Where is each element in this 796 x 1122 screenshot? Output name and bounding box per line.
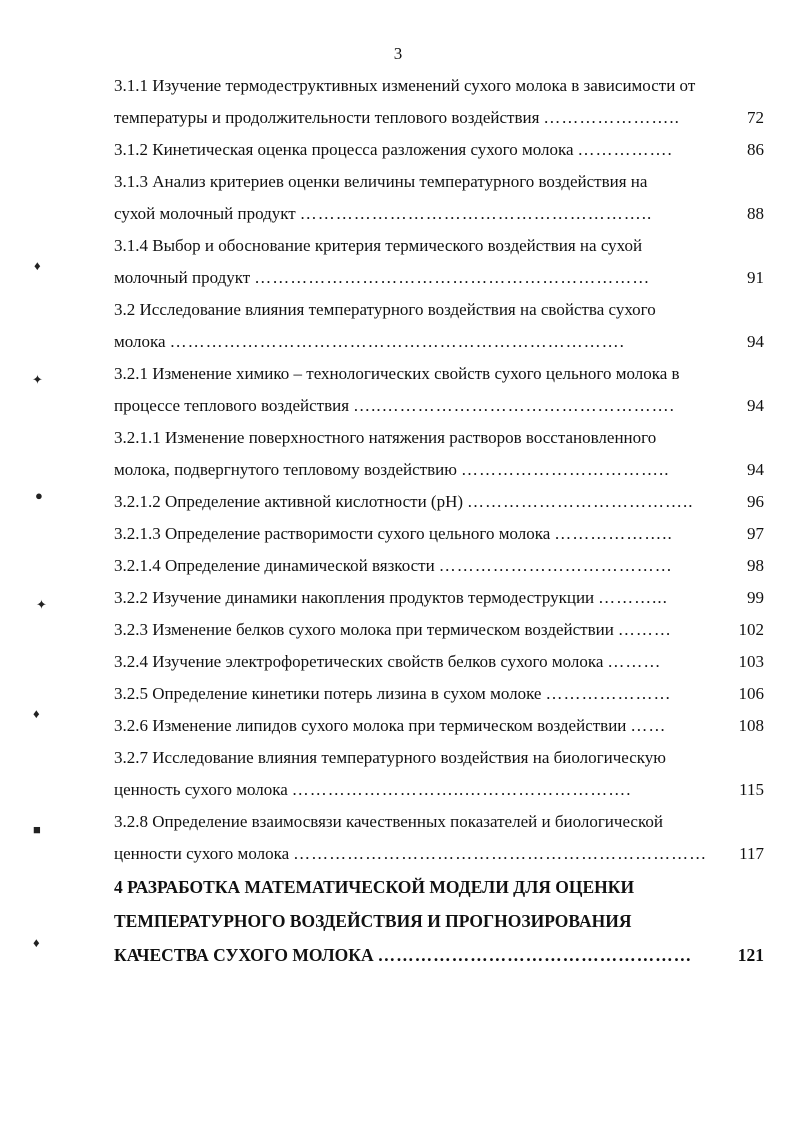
- toc-line: [114, 678, 764, 710]
- toc-page-number: 121: [737, 945, 764, 965]
- toc-page-number: 117: [739, 844, 764, 863]
- toc-entry-text: КАЧЕСТВА СУХОГО МОЛОКА: [114, 945, 374, 965]
- toc-line: [114, 262, 764, 294]
- toc-line: [114, 742, 764, 774]
- toc-entry: [114, 646, 764, 678]
- toc-leader-dots: …………………………………………………………: [254, 268, 651, 287]
- toc-entry-text: 3.2.6 Изменение липидов сухого молока при термическом воздействии: [114, 716, 627, 735]
- toc-line: [114, 70, 764, 102]
- toc-entry-text: ценность сухого молока: [114, 780, 288, 799]
- toc-entry: [114, 710, 764, 742]
- toc-entry-text: 3.2.7 Исследование влияния температурного воздействия на биологическую: [114, 748, 666, 767]
- toc-entry-text: 3.2.1.1 Изменение поверхностного натяжения растворов восстановленного: [114, 428, 657, 447]
- toc-leader-dots: ………………………………..: [467, 492, 694, 511]
- toc-line: [114, 102, 764, 134]
- toc-entry-text: 3.2.8 Определение взаимосвязи качественных показателей и биологической: [114, 812, 663, 831]
- toc-line: [114, 614, 764, 646]
- toc-page-number: 102: [738, 620, 764, 639]
- toc-entry: [114, 518, 764, 550]
- toc-entry-text: 3.1.4 Выбор и обоснование критерия термического воздействия на сухой: [114, 236, 643, 255]
- toc-line: [114, 582, 764, 614]
- toc-entry: [114, 742, 764, 806]
- toc-entry: [114, 70, 764, 134]
- toc-leader-dots: ……………………………..: [460, 460, 670, 479]
- toc-page-number: 94: [747, 460, 764, 479]
- toc-line: [114, 710, 764, 742]
- toc-entry: [114, 806, 764, 870]
- toc-line: [114, 774, 764, 806]
- toc-line: [114, 646, 764, 678]
- toc-entry: [114, 294, 764, 358]
- toc-line: [114, 454, 764, 486]
- scan-speck: ✦: [36, 597, 47, 612]
- toc-page-number: 115: [739, 780, 764, 799]
- scan-speck: ♦: [33, 935, 40, 950]
- toc-entry-text: молока: [114, 332, 166, 351]
- toc-leader-dots: ………...: [598, 588, 668, 607]
- toc-page-number: 72: [747, 108, 764, 127]
- toc-line: [114, 390, 764, 422]
- toc-line: [114, 550, 764, 582]
- toc-page-number: 96: [747, 492, 764, 511]
- toc-page-number: 86: [747, 140, 764, 159]
- toc-leader-dots: ………: [607, 652, 662, 671]
- toc-line: [114, 486, 764, 518]
- toc-entry: [114, 582, 764, 614]
- toc-page-number: 94: [747, 332, 764, 351]
- toc-line: [114, 134, 764, 166]
- toc-line: [114, 198, 764, 230]
- toc-entry-text: 3.1.3 Анализ критериев оценки величины температурного воздействия на: [114, 172, 648, 191]
- toc-line: [114, 904, 764, 938]
- toc-leader-dots: …………….: [577, 140, 673, 159]
- toc-entry: [114, 134, 764, 166]
- toc-entry-text: 3.2.5 Определение кинетики потерь лизина в сухом молоке: [114, 684, 542, 703]
- toc-page-number: 108: [738, 716, 764, 735]
- toc-entry: [114, 166, 764, 230]
- toc-leader-dots: …………………: [545, 684, 672, 703]
- toc-page-number: 94: [747, 396, 764, 415]
- toc-entry-text: 3.2.2 Изучение динамики накопления продуктов термодеструкции: [114, 588, 595, 607]
- toc-leader-dots: ……………………………………………: [377, 945, 693, 965]
- toc-entry: [114, 678, 764, 710]
- toc-entry-text: 3.2.1 Изменение химико – технологических свойств сухого цельного молока в: [114, 364, 680, 383]
- toc-entry: [114, 550, 764, 582]
- scan-speck: ✦: [32, 372, 43, 387]
- toc-entry: [114, 230, 764, 294]
- toc-leader-dots: …………………..: [543, 108, 680, 127]
- toc-chapter-entry: [114, 870, 764, 972]
- toc-entry: [114, 614, 764, 646]
- toc-leader-dots: …..………………………………………….: [353, 396, 675, 415]
- toc-line: [114, 326, 764, 358]
- toc-entry: [114, 486, 764, 518]
- toc-line: [114, 422, 764, 454]
- toc-entry-text: ценности сухого молока: [114, 844, 290, 863]
- toc-page-number: 106: [738, 684, 764, 703]
- toc-entry-text: 3.1.1 Изучение термодеструктивных изменений сухого молока в зависимости от: [114, 76, 696, 95]
- toc-line: [114, 806, 764, 838]
- toc-leader-dots: ………………………..……………………….: [291, 780, 632, 799]
- toc-entry-text: молока, подвергнутого тепловому воздействию: [114, 460, 457, 479]
- toc-entry-text: 3.2.3 Изменение белков сухого молока при термическом воздействии: [114, 620, 614, 639]
- toc-line: [114, 358, 764, 390]
- toc-page-number: 97: [747, 524, 764, 543]
- toc-line: [114, 294, 764, 326]
- toc-entry-text: процессе теплового воздействия: [114, 396, 350, 415]
- toc-line: [114, 838, 764, 870]
- toc-leader-dots: ……………………………………………………………: [293, 844, 708, 863]
- toc-entry-text: 3.2.1.3 Определение растворимости сухого цельного молока: [114, 524, 551, 543]
- toc-page-number: 98: [747, 556, 764, 575]
- toc-entry-text: температуры и продолжительности теплового воздействия: [114, 108, 540, 127]
- toc-entry-text: 3.1.2 Кинетическая оценка процесса разложения сухого молока: [114, 140, 574, 159]
- toc-entry-text: 3.2.1.2 Определение активной кислотности (pH): [114, 492, 464, 511]
- table-of-contents: [114, 70, 764, 972]
- toc-leader-dots: ………………..: [554, 524, 673, 543]
- toc-entry-text: сухой молочный продукт: [114, 204, 296, 223]
- toc-entry-text: 3.2.1.4 Определение динамической вязкости: [114, 556, 435, 575]
- toc-page-number: 99: [747, 588, 764, 607]
- toc-page-number: 103: [738, 652, 764, 671]
- toc-leader-dots: ……: [630, 716, 667, 735]
- toc-line: [114, 230, 764, 262]
- scan-speck: ●: [35, 488, 43, 503]
- scan-speck: ■: [33, 822, 41, 837]
- page-number: 3: [393, 44, 403, 63]
- toc-entry-text: ТЕМПЕРАТУРНОГО ВОЗДЕЙСТВИЯ И ПРОГНОЗИРОВАНИЯ: [114, 911, 632, 931]
- toc-leader-dots: ………………………………………………………………….: [169, 332, 625, 351]
- toc-leader-dots: …………………………………………………..: [299, 204, 653, 223]
- toc-line: [114, 518, 764, 550]
- toc-entry-text: 4 РАЗРАБОТКА МАТЕМАТИЧЕСКОЙ МОДЕЛИ ДЛЯ ОЦЕНКИ: [114, 877, 635, 897]
- toc-entry-text: молочный продукт: [114, 268, 251, 287]
- toc-entry: [114, 358, 764, 422]
- toc-leader-dots: …………………………………: [438, 556, 673, 575]
- scan-speck: ♦: [34, 258, 41, 273]
- toc-entry-text: 3.2 Исследование влияния температурного воздействия на свойства сухого: [114, 300, 656, 319]
- toc-page-number: 88: [747, 204, 764, 223]
- toc-line: [114, 870, 764, 904]
- toc-entry: [114, 422, 764, 486]
- toc-line: [114, 938, 764, 972]
- toc-leader-dots: ………: [617, 620, 672, 639]
- toc-line: [114, 166, 764, 198]
- toc-page-number: 91: [747, 268, 764, 287]
- toc-entry-text: 3.2.4 Изучение электрофоретических свойств белков сухого молока: [114, 652, 604, 671]
- scan-speck: ♦: [33, 706, 40, 721]
